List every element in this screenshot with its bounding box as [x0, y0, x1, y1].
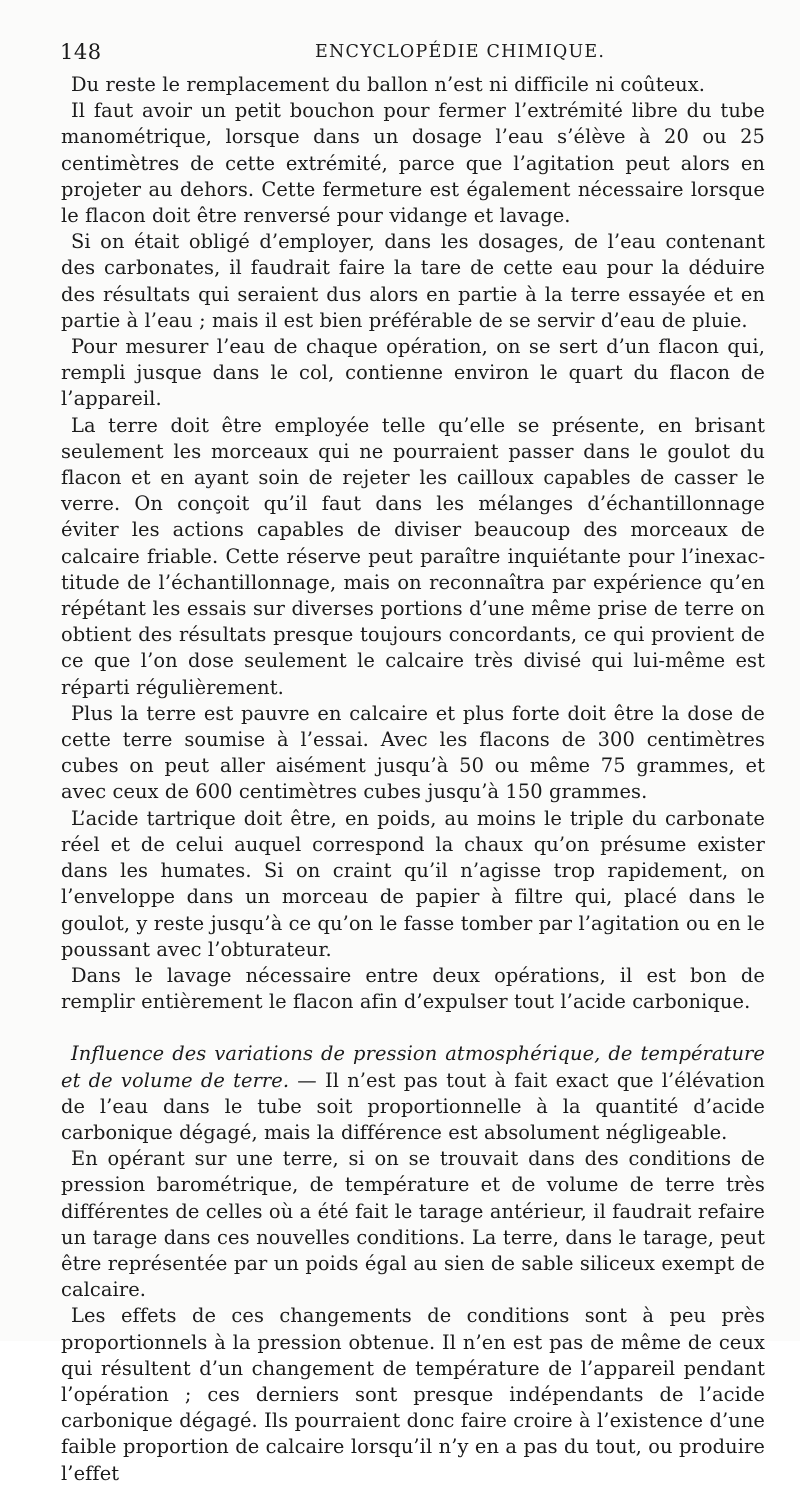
paragraph: Il faut avoir un petit bouchon pour fermer l’extrémité libre du tube manométrique, lorsque dans un dosage l’eau s’élève à 20 ou 25 centimètres de cette extrémité, parce que l’agitation peut alors en projeter au dehors. Cette fermeture est également nécessaire lorsque le flacon doit être renversé pour vidange et lavage. [61, 99, 765, 228]
section-intro-text: — Il n’est pas tout à fait exact que l’élévation de l’eau dans le tube soit proportionnelle à la quantité d’acide carbonique dégagé, mais la différence est absolument négligeable. [61, 1068, 765, 1144]
page-header [60, 40, 760, 70]
page-number: 148 [60, 40, 102, 64]
paragraph: Du reste le remplacement du ballon n’est ni difficile ni coûteux. [71, 73, 706, 96]
running-title: ENCYCLOPÉDIE CHIMIQUE. [315, 42, 606, 62]
paragraph: Pour mesurer l’eau de chaque opération, on se sert d’un flacon qui, rempli jusque dans le col, contienne environ le quart du flacon de l’appareil. [61, 335, 765, 411]
paragraph: Plus la terre est pauvre en calcaire et plus forte doit être la dose de cette terre soumise à l’essai. Avec les flacons de 300 centimètres cubes on peut aller aisément jusqu’à 50 ou même 75 grammes, et avec ceux de 600 centimètres cubes jusqu’à 150 grammes. [61, 701, 765, 804]
paragraph: Les effets de ces changements de conditions sont à peu près proportionnels à la pression obtenue. Il n’en est pas de même de ceux qui résultent d’un changement de température de l’appareil pendant l’opération ; ces derniers sont presque indépendants de l’acide carbonique dégagé. Ils pourraient donc faire croire à l’existence d’une faible proportion de calcaire lorsqu’il n’y en a pas du tout, ou produire l’effet [61, 1304, 765, 1485]
section-title: Influence des variations de pression atmosphérique, de température et de volume de terre. [61, 1042, 765, 1092]
section-first-paragraph [61, 1041, 765, 1146]
paragraph: L’acide tartrique doit être, en poids, au moins le triple du carbonate réel et de celui auquel correspond la chaux qu’on présume exister dans les humates. Si on craint qu’il n’agisse trop rapidement, on l’enveloppe dans un morceau de papier à filtre qui, placé dans le goulot, y reste jusqu’à ce qu’on le fasse tomber par l’agitation ou en le poussant avec l’obturateur. [61, 806, 765, 961]
paragraph: En opérant sur une terre, si on se trouvait dans des conditions de pression barométrique, de température et de volume de terre très différentes de celles où a été fait le tarage antérieur, il faudrait refaire un tarage dans ces nouvelles conditions. La terre, dans le tarage, peut être représentée par un poids égal au sien de sable siliceux exempt de calcaire. [61, 1147, 765, 1302]
paragraph: Dans le lavage nécessaire entre deux opérations, il est bon de remplir entièrement le flacon afin d’expulser tout l’acide carbonique. [61, 963, 765, 1014]
page-body [61, 72, 765, 1487]
paragraph: La terre doit être employée telle qu’elle se présente, en brisant seulement les morceaux qui ne pourraient passer dans le goulot du flacon et en ayant soin de rejeter les cailloux capables de casser le verre. On conçoit qu’il faut dans les mélanges d’échantillonnage éviter les actions capables de diviser beaucoup des morceaux de calcaire friable. Cette réserve peut paraître inquiétante pour l’inexactitude de l’échantillonnage, mais on reconnaîtra par expérience qu’en répétant les essais sur diverses portions d’une même prise de terre on obtient des résultats presque toujours concordants, ce qui provient de ce que l’on dose seulement le calcaire très divisé qui lui-même est réparti régulièrement. [61, 413, 765, 699]
paragraph: Si on était obligé d’employer, dans les dosages, de l’eau contenant des carbonates, il faudrait faire la tare de cette eau pour la déduire des résultats qui seraient dus alors en partie à la terre essayée et en partie à l’eau ; mais il est bien préférable de se servir d’eau de pluie. [61, 230, 765, 332]
